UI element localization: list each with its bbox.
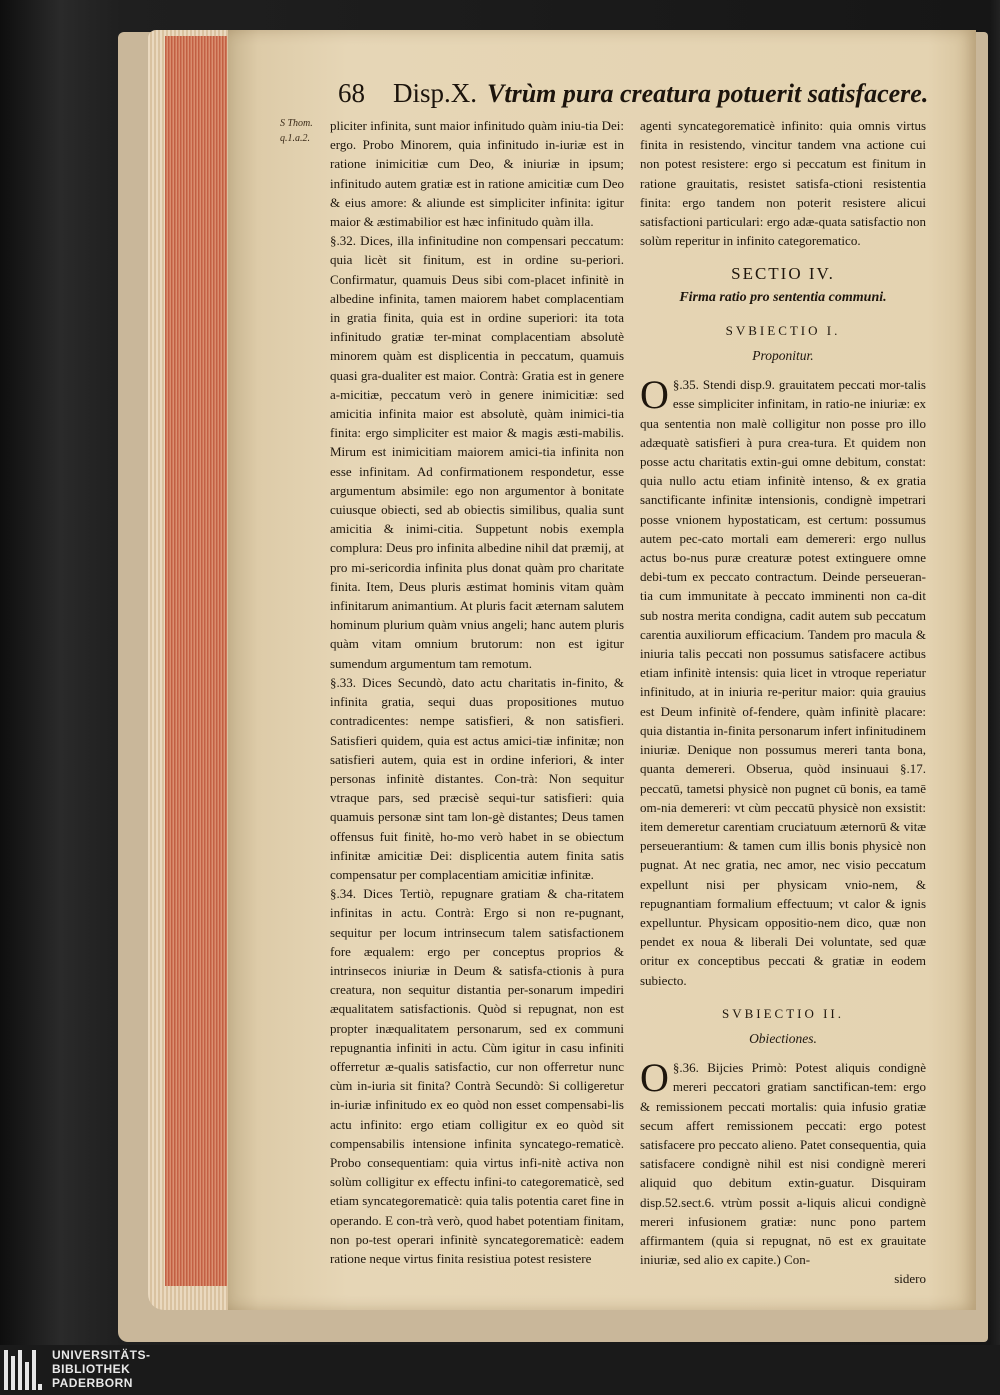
- paragraph: agenti syncategorematicè infinito: quia omnis virtus finita in resistendo, vincitur tandem vna actione cui non potest resistere: ergo si peccatum est finitum in ratione grauitatis, resistet satisfa-ctioni resistentia finita: ergo tandem non poterit resistere alicui satisfactioni particulari: ergo adæ-quata satisfactio non solùm reperitur in infinito categorematico.: [640, 118, 926, 249]
- page-number: 68: [338, 78, 365, 108]
- library-logo-icon: [4, 1350, 42, 1390]
- running-title: Vtrùm pura creatura potuerit satisfacere.: [487, 79, 929, 108]
- section-number: §.35.: [672, 377, 699, 393]
- paragraph: §.33. Dices Secundò, dato actu charitatis in-finito, & infinita gratia, sequi duas propositiones mutuo contradicentes: nempe satisfieri, & non satisfieri. Satisfieri quidem, quia est actus amici-tiæ infinitæ; non satisfieri autem, quia est in ordine inferiori, & inter personas infinitè distantes. Con-trà: Non sequitur vtraque pars, sed præcisè sequi-tur satisfieri: quia quamuis personæ sint tam lon-gè distantes; Deus tamen offensus fuit finitè, ho-mo verò habet in se obiectum infinitæ amicitiæ Dei: displicentia autem finita satis compensatur per complacentiam amicitiæ infinitæ.: [330, 674, 624, 882]
- margin-note: S Thom. q.1.a.2.: [280, 118, 313, 144]
- paragraph: §.34. Dices Tertiò, repugnare gratiam & cha-ritatem infinitas in actu. Contrà: Ergo si non re-pugnant, sequitur per locum intrinsecum talem satisfactionem fore æqualem: ergo per conceptus proprios & intrinsecos iniuriæ in Deum & satisfa-ctionis à pura creatura, non sequitur distantia per-sonarum impediri æqualitatem satisfactionis. Quòd si repugnat, non est propter inæqualitatem personarum, sed ex communi repugnantia infiniti in actu. Cùm igitur in casu infiniti offerretur æ-qualis satisfactio, cur non offerretur nunc cùm in-iuria sit finita? Contrà Secundò: Si colligeretur in-iuriæ infinitudo ex eo quòd non esset compensabi-lis actu infinito: ergo etiam colligitur ex eo quòd sit compensabilis intensione infinita syncatego-rematicè. Probo consequentiam: quia virtus infi-nitè activa non solùm colligitur ex effectu infini-to categorematicè, sed etiam syncategorematicè: quia talis potentia caret fine in operando. E con-trà verò, quod habet potentiam finitam, non po-test operari infinitè syncategorematicè: eadem ratione neque virtus finita resistiua potest resistere: [330, 886, 624, 1266]
- paragraph-text: Stendi disp.9. grauitatem peccati mor-talis esse simpliciter infinitam, in ratio-ne iniuriæ: ex qua sententia non malè colligitur non posse pro illo adæquatè satisfieri à pura crea-tura. Et quidem non posse actu charitatis extin-gui omne debitum, constat: quia nullo actu etiam infinitè intenso, & ex gratia sanctificante infinitæ intensionis, condignè impetrari posse vnionem hypostaticam, est certum: possumus autem pec-cato mortali eam demereri: ergo nullus actus bo-nus puræ creaturæ potest extinguere omne debi-tum ex peccato contractum. Deinde perseueran-tia cum immunitate à peccato imminenti non ca-dit sub nostra merita condigna, cadit autem sub peccatum carentia auxiliorum efficacium. Tandem pro macula & iniuria talis peccati non possumus satisfacere actibus etiam infinitè intensis: quia licet in vtroque reperiatur infinitudo, at in iniuria re-peritur maior: quia grauius est Deum infinitè of-fendere, quàm infinitè placare: quia distantia in-finita personarum infert infinitudinem iniuriæ. Denique non possumus mereri tanta bona, quanta demereri. Obserua, quòd insinuaui §.17. peccatū, tametsi physicè non pugnet cū bonis, ea tamē om-nia demereri: vt cùm peccatū physicè non exsistit: item demeretur carentiam cruciatuum æternorū & vitæ perseuerantium: & tamen cum illis bonis physicè non pugnat. At nec gratia, nec amor, nec visio peccatum expellunt nisi per physicam vnio-nem, & repugnantiam formalium effectuum; vt calor & ignis expelluntur. Physicam oppositio-nem dico, quæ non pendet ex noua & liberali Dei voluntate, sed quæ oritur ex conceptibus peccati & gratiæ in eodem subiecto.: [640, 377, 926, 988]
- right-column: [640, 116, 926, 1289]
- drop-capital: O: [640, 1055, 669, 1101]
- paragraph-35: [640, 372, 926, 990]
- red-page-edge: [165, 36, 227, 1286]
- subsection-heading: SVBIECTIO I.: [725, 322, 841, 338]
- section-heading: SECTIO IV.: [731, 264, 835, 284]
- disputation-label: Disp.X.: [393, 78, 478, 108]
- subsection-title: Obiectiones.: [749, 1030, 817, 1046]
- section-title: Firma ratio pro sententia communi.: [679, 289, 887, 305]
- subsection-heading: SVBIECTIO II.: [721, 1005, 845, 1021]
- paragraph-36: [640, 1055, 927, 1269]
- catchword: sidero: [894, 1271, 926, 1287]
- section-number: §.36.: [672, 1060, 699, 1076]
- paragraph: §.32. Dices, illa infinitudine non compensari peccatum: quia licèt sit finitum, est in ordine su-periori. Confirmatur, quamuis Deus sibi com-placet infinitè in albedine infinita, tamen maiorem habet complacentiam in gratia finita, quia est in ordine superiori: ita tota infinitudo gratiæ ter-minat complacentiam absolutè minorem quàm est displicentia in peccatum, quamuis quasi gra-dualiter est maior. Contrà: Gratia est in genere a-micitiæ, peccatum verò in genere inimicitiæ: sed amicitia infinita maior est absolutè, quàm inimici-tia finita: ergo simpliciter est maior & magis æsti-mabilis. Mirum est inimicitiam maiorem amici-tia infinita non esse infinitam. Ad confirmationem respondetur, esse argumentum absimile: ego non argumentor à bonitate cuiusque obiecti, sed ab obiectis similibus, qualia sunt amicitia & inimi-citia. Suppetunt nobis exempla complura: Deus pro infinita albedine nihil dat præmij, at pro mi-sericordia infinita plus donat quàm pro charitate finita. Item, Deus pluris æstimat hominis vitam quàm infinitarum animantium. At pluris facit æternam salutem hominum plurium quàm vnius angeli; hanc autem pluris quàm vitam omnium brutorum: non est igitur sumendum argumentum tam remotum.: [330, 233, 624, 671]
- paragraph-text: Bijcies Primò: Potest aliquis condignè mereri peccatori gratiam sanctifican-tem: ergo & remissionem peccati mortalis: quia infusio gratiæ secum affert remissionem peccati: ergo potest satisfacere pro peccato alieno. Patet consequentia, quia satisfacere condignè nihil est nisi condignè mereri aliquid quo debitum extin-guatur. Disquiram disp.52.sect.6. vtrùm possit a-liquis alicui condignè mereri infusionem gratiæ: nunc pono partem affirmantem (quia si repugnat, nō est ex grauitate iniuriæ, sed alio ex capite.) Con-: [640, 1060, 927, 1268]
- drop-capital: O: [640, 372, 669, 418]
- running-header: [338, 78, 928, 109]
- library-logo-text: UNIVERSITÄTS- BIBLIOTHEK PADERBORN: [52, 1348, 151, 1390]
- paragraph: pliciter infinita, sunt maior infinitudo quàm iniu-tia Dei: ergo. Probo Minorem, quia infinitudo in-iuriæ est in ratione inimicitiæ cum Deo, & iniuriæ in ipsum; infinitudo autem gratiæ est in ratione amicitiæ cum Deo & eius amore: & aliunde est simpliciter infinita: igitur maior & æstimabilior est hæc infinitudo quàm illa.: [330, 118, 624, 230]
- subsection-title: Proponitur.: [752, 348, 814, 364]
- left-column: [330, 116, 624, 1268]
